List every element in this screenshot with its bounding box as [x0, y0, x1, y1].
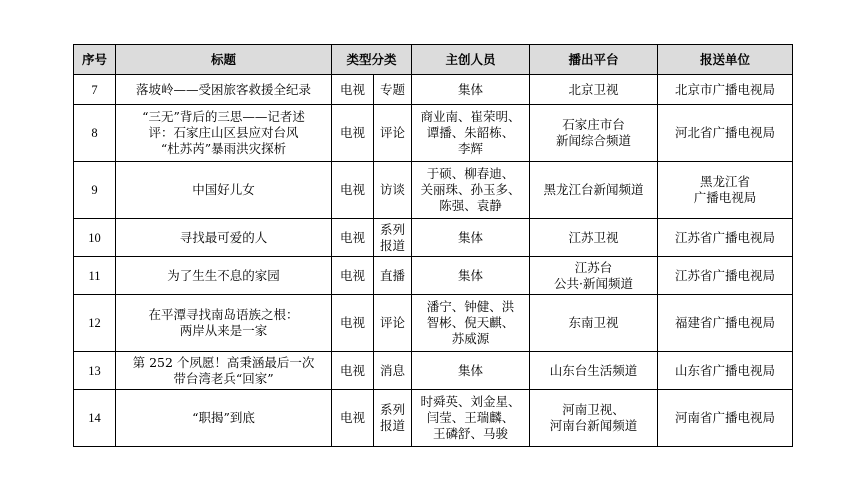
cell-category: 评论	[374, 295, 412, 352]
header-no: 序号	[74, 45, 116, 75]
cell-platform: 黑龙江台新闻频道	[530, 162, 658, 219]
table-row	[74, 295, 793, 352]
cell-category: 系列 报道	[374, 219, 412, 257]
cell-unit: 江苏省广播电视局	[658, 219, 793, 257]
cell-title: 落坡岭——受困旅客救援全纪录	[116, 75, 332, 105]
cell-unit: 山东省广播电视局	[658, 352, 793, 390]
cell-medium: 电视	[332, 75, 374, 105]
cell-medium: 电视	[332, 352, 374, 390]
cell-category: 系列 报道	[374, 390, 412, 447]
awards-table	[73, 44, 793, 447]
table-row	[74, 219, 793, 257]
cell-creators: 于硕、柳春迪、 关丽珠、孙玉多、 陈强、袁静	[412, 162, 530, 219]
cell-platform: 江苏卫视	[530, 219, 658, 257]
cell-medium: 电视	[332, 219, 374, 257]
cell-no: 11	[74, 257, 116, 295]
cell-no: 12	[74, 295, 116, 352]
table-row	[74, 257, 793, 295]
cell-title: 寻找最可爱的人	[116, 219, 332, 257]
cell-medium: 电视	[332, 390, 374, 447]
header-row	[74, 45, 793, 75]
cell-title: 为了生生不息的家园	[116, 257, 332, 295]
cell-creators: 商业南、崔荣明、 谭播、朱韶栋、 李辉	[412, 105, 530, 162]
table-row	[74, 162, 793, 219]
header-title: 标题	[116, 45, 332, 75]
cell-creators: 集体	[412, 219, 530, 257]
cell-no: 13	[74, 352, 116, 390]
cell-medium: 电视	[332, 162, 374, 219]
cell-medium: 电视	[332, 105, 374, 162]
header-unit: 报送单位	[658, 45, 793, 75]
table-row	[74, 75, 793, 105]
cell-medium: 电视	[332, 295, 374, 352]
cell-title: “三无”背后的三思——记者述 评：石家庄山区县应对台风 “杜苏芮”暴雨洪灾探析	[116, 105, 332, 162]
cell-unit: 河南省广播电视局	[658, 390, 793, 447]
cell-creators: 集体	[412, 257, 530, 295]
cell-category: 评论	[374, 105, 412, 162]
cell-creators: 集体	[412, 352, 530, 390]
cell-creators: 时舜英、刘金星、 闫莹、王瑞麟、 王磷舒、马骏	[412, 390, 530, 447]
header-type: 类型分类	[332, 45, 412, 75]
table-row	[74, 105, 793, 162]
cell-category: 消息	[374, 352, 412, 390]
cell-unit: 河北省广播电视局	[658, 105, 793, 162]
cell-creators: 潘宁、钟健、洪 智彬、倪天麒、 苏威源	[412, 295, 530, 352]
cell-platform: 北京卫视	[530, 75, 658, 105]
cell-no: 9	[74, 162, 116, 219]
cell-unit: 福建省广播电视局	[658, 295, 793, 352]
cell-no: 7	[74, 75, 116, 105]
table-row	[74, 352, 793, 390]
cell-platform: 石家庄市台 新闻综合频道	[530, 105, 658, 162]
cell-platform: 江苏台 公共·新闻频道	[530, 257, 658, 295]
cell-title: 第 252 个夙愿！高秉涵最后一次 带台湾老兵“回家”	[116, 352, 332, 390]
header-creators: 主创人员	[412, 45, 530, 75]
cell-creators: 集体	[412, 75, 530, 105]
cell-unit: 黑龙江省 广播电视局	[658, 162, 793, 219]
cell-title: “职揭”到底	[116, 390, 332, 447]
cell-no: 14	[74, 390, 116, 447]
cell-title: 中国好儿女	[116, 162, 332, 219]
cell-unit: 江苏省广播电视局	[658, 257, 793, 295]
cell-platform: 山东台生活频道	[530, 352, 658, 390]
cell-title: 在平潭寻找南岛语族之根： 两岸从来是一家	[116, 295, 332, 352]
cell-platform: 河南卫视、 河南台新闻频道	[530, 390, 658, 447]
cell-platform: 东南卫视	[530, 295, 658, 352]
header-platform: 播出平台	[530, 45, 658, 75]
cell-category: 访谈	[374, 162, 412, 219]
cell-no: 8	[74, 105, 116, 162]
cell-unit: 北京市广播电视局	[658, 75, 793, 105]
cell-no: 10	[74, 219, 116, 257]
cell-medium: 电视	[332, 257, 374, 295]
cell-category: 直播	[374, 257, 412, 295]
table-row	[74, 390, 793, 447]
cell-category: 专题	[374, 75, 412, 105]
